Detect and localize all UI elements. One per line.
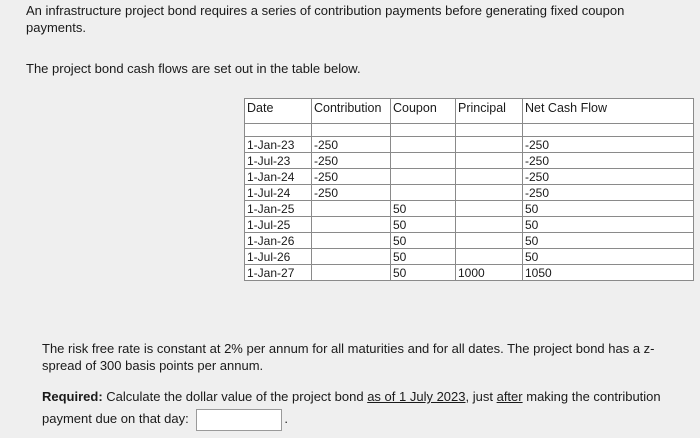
cell-contribution [312, 233, 391, 249]
required-question [42, 386, 672, 431]
risk-free-note: The risk free rate is constant at 2% per annum for all maturities and for all dates. The project bond has a z-spread of 300 basis points per annum. [42, 341, 655, 373]
required-after-word: after [496, 389, 523, 404]
cell-principal [456, 137, 523, 153]
header-date: Date [245, 99, 312, 124]
cell-contribution: -250 [312, 169, 391, 185]
cell-date: 1-Jul-25 [245, 217, 312, 233]
table-row [245, 217, 694, 233]
cash-flow-table [244, 98, 694, 281]
cell-date: 1-Jan-24 [245, 169, 312, 185]
header-contribution: Contribution [312, 99, 391, 124]
trailing-period: . [284, 411, 288, 426]
cell-coupon: 50 [391, 265, 456, 281]
cell-principal [456, 201, 523, 217]
cell-date: 1-Jul-26 [245, 249, 312, 265]
header-coupon: Coupon [391, 99, 456, 124]
cell-contribution: -250 [312, 185, 391, 201]
cell-net-cash-flow: -250 [523, 169, 694, 185]
cell-coupon [391, 137, 456, 153]
cell-principal [456, 233, 523, 249]
table-row [245, 233, 694, 249]
header-net-cash-flow: Net Cash Flow [523, 99, 694, 124]
intro-text: An infrastructure project bond requires a series of contribution payments before generating fixed coupon payments. [26, 3, 625, 35]
table-row [245, 249, 694, 265]
cell-contribution [312, 249, 391, 265]
cell-net-cash-flow: -250 [523, 185, 694, 201]
required-date-phrase: as of 1 July 2023 [367, 389, 466, 404]
cell-date: 1-Jul-23 [245, 153, 312, 169]
cell-contribution: -250 [312, 137, 391, 153]
cell-net-cash-flow: 50 [523, 201, 694, 217]
cell-date: 1-Jul-24 [245, 185, 312, 201]
table-row [245, 265, 694, 281]
cell-date: 1-Jan-26 [245, 233, 312, 249]
table-row [245, 185, 694, 201]
cell-contribution: -250 [312, 153, 391, 169]
cell-principal [456, 153, 523, 169]
cell-net-cash-flow: 1050 [523, 265, 694, 281]
required-text-before: Calculate the dollar value of the project bond [106, 389, 364, 404]
table-header-row [245, 99, 694, 124]
cell-contribution [312, 217, 391, 233]
cell-principal: 1000 [456, 265, 523, 281]
cell-coupon: 50 [391, 249, 456, 265]
cell-net-cash-flow: -250 [523, 137, 694, 153]
cell-date: 1-Jan-25 [245, 201, 312, 217]
cell-principal [456, 169, 523, 185]
required-text-after: making the contribution payment due on that day: [42, 389, 661, 426]
cell-coupon: 50 [391, 201, 456, 217]
required-text-middle: , just [465, 389, 493, 404]
answer-input[interactable] [196, 409, 282, 431]
cell-date: 1-Jan-27 [245, 265, 312, 281]
cell-net-cash-flow: -250 [523, 153, 694, 169]
table-row [245, 153, 694, 169]
cell-net-cash-flow: 50 [523, 249, 694, 265]
cell-contribution [312, 265, 391, 281]
cell-net-cash-flow: 50 [523, 233, 694, 249]
cell-contribution [312, 201, 391, 217]
cell-principal [456, 185, 523, 201]
table-spacer-row [245, 124, 694, 137]
cell-coupon: 50 [391, 233, 456, 249]
cell-principal [456, 217, 523, 233]
cell-coupon [391, 153, 456, 169]
required-label: Required: [42, 389, 103, 404]
cell-coupon: 50 [391, 217, 456, 233]
cell-date: 1-Jan-23 [245, 137, 312, 153]
cell-net-cash-flow: 50 [523, 217, 694, 233]
cell-principal [456, 249, 523, 265]
table-row [245, 137, 694, 153]
table-row [245, 201, 694, 217]
cell-coupon [391, 185, 456, 201]
cell-coupon [391, 169, 456, 185]
cashflow-note: The project bond cash flows are set out in the table below. [26, 61, 361, 76]
table-row [245, 169, 694, 185]
header-principal: Principal [456, 99, 523, 124]
